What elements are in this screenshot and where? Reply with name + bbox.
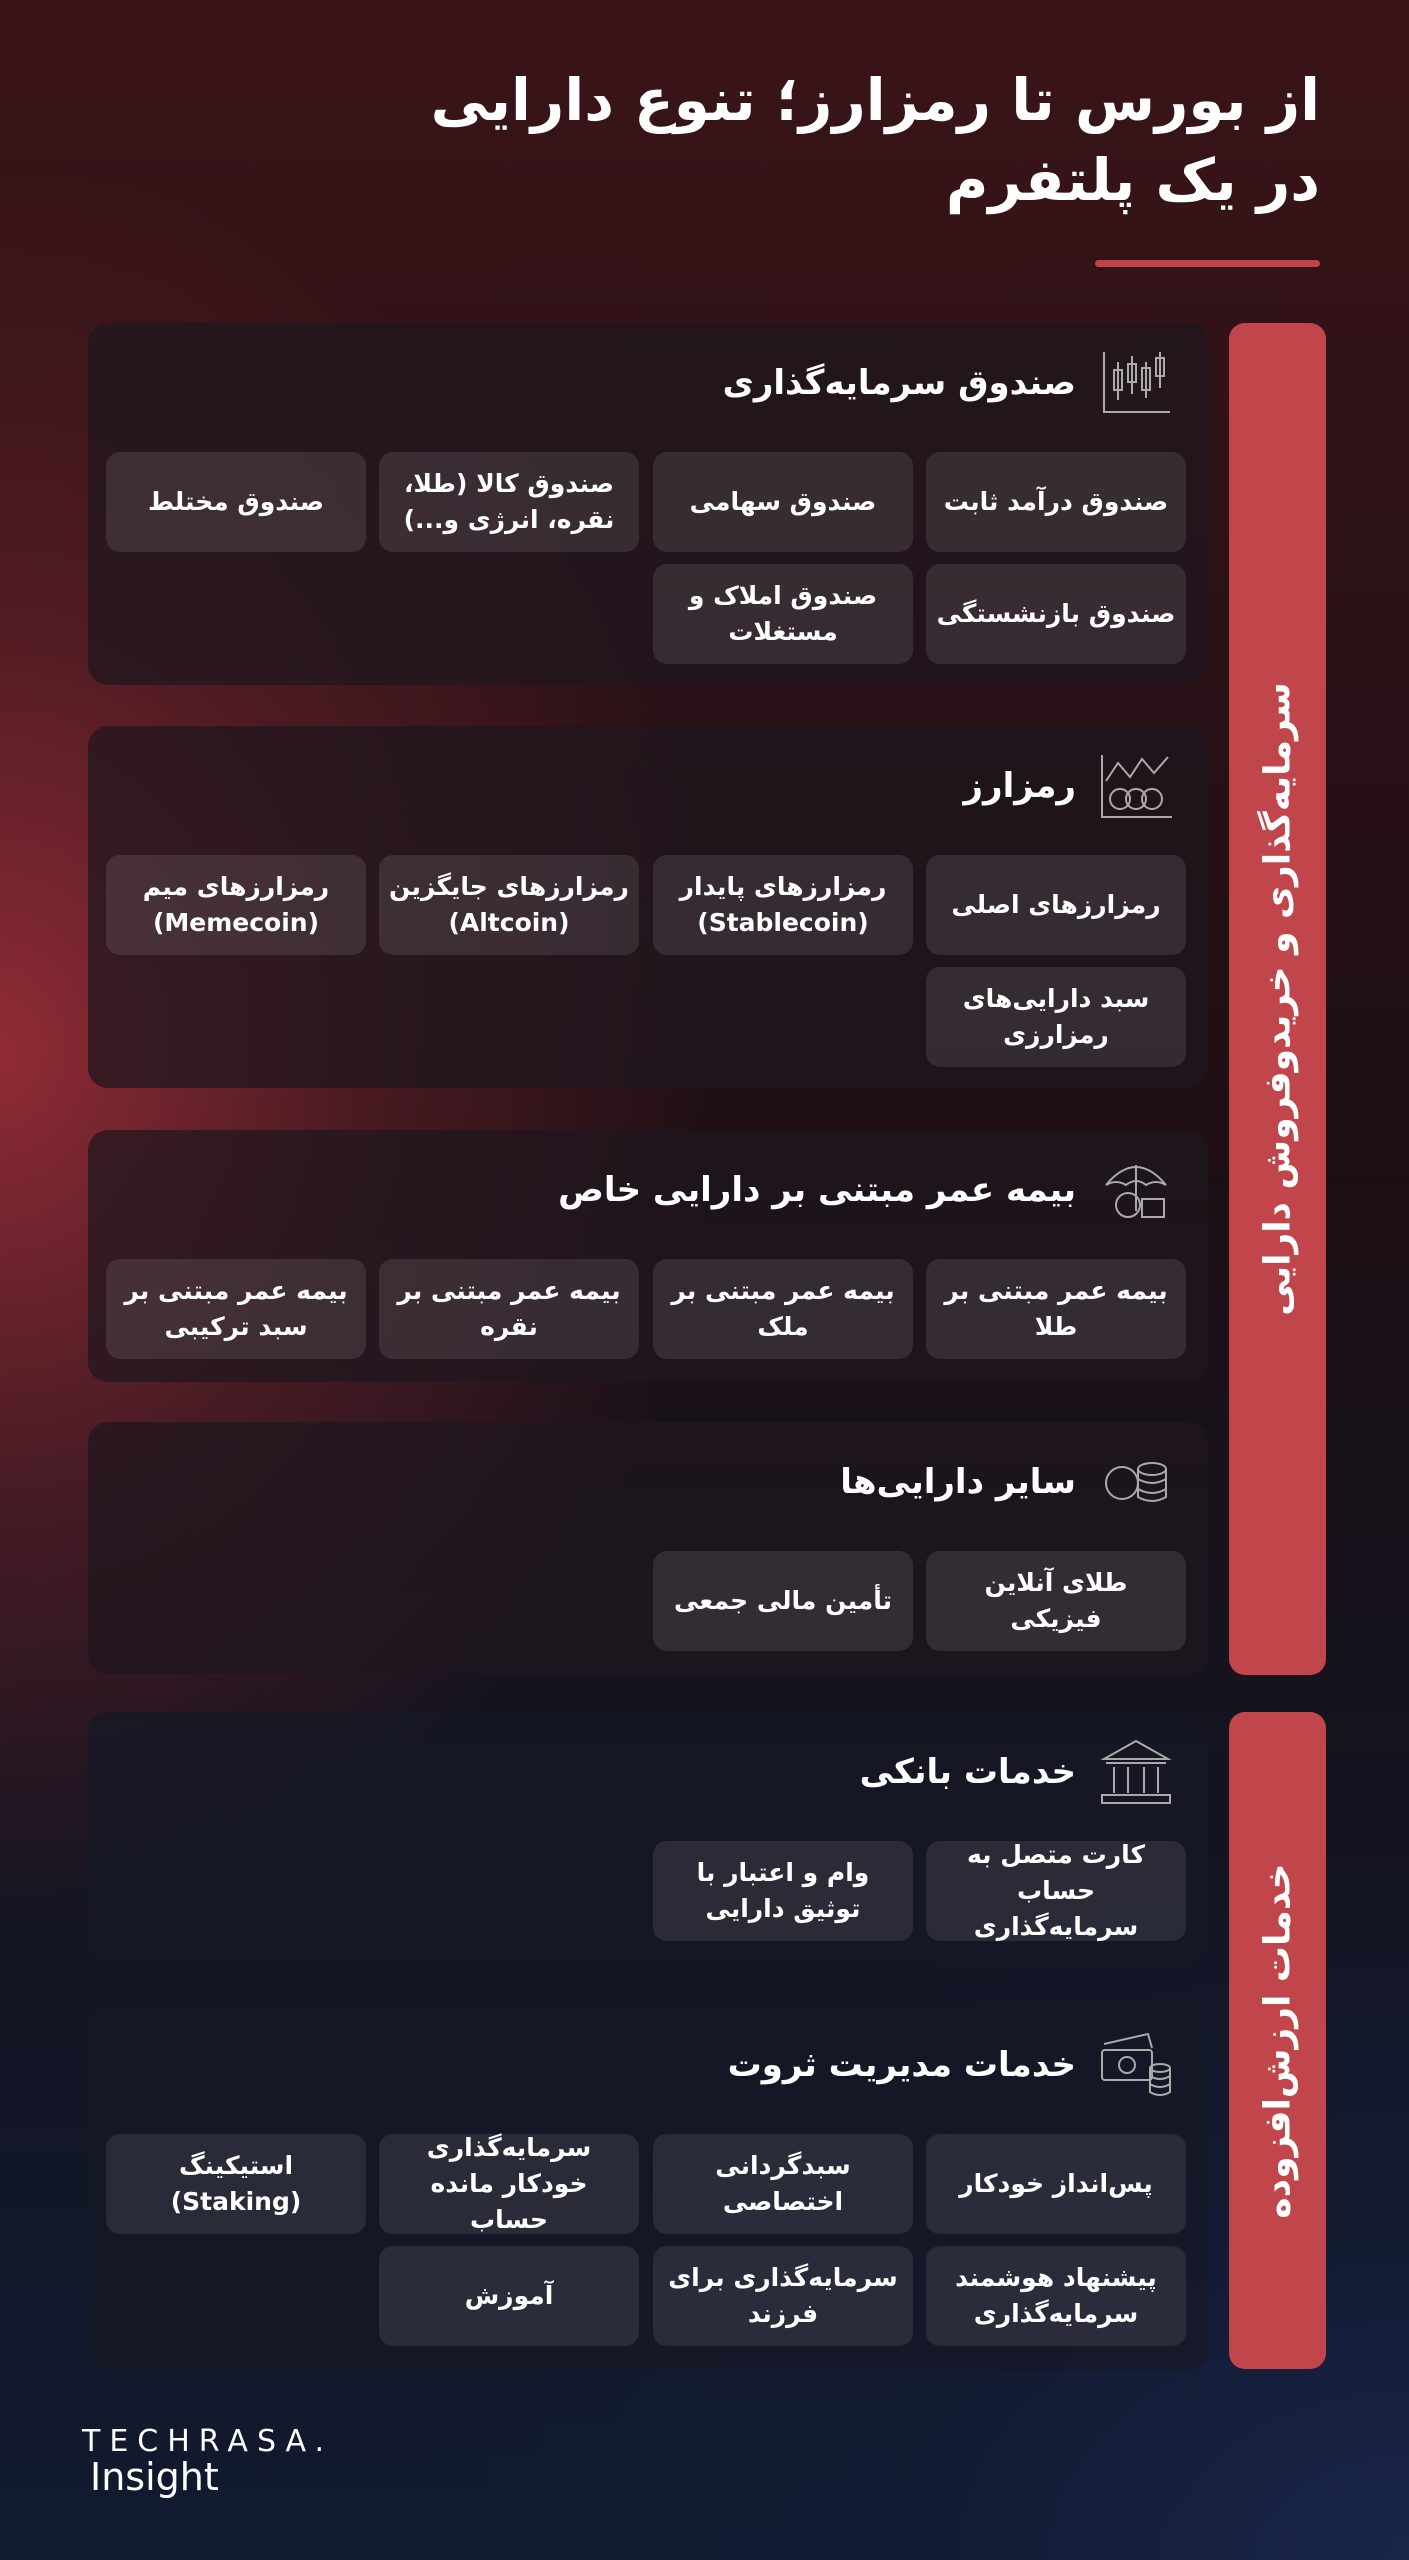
page-title bbox=[420, 60, 1320, 220]
list-item-wealth[interactable]: سرمایه‌گذاری برای فرزند bbox=[653, 2246, 913, 2346]
sidebar-value-added-label: خدمات ارزش‌افزوده bbox=[1257, 1862, 1298, 2219]
section-funds-header bbox=[723, 351, 1176, 415]
crypto-coins-icon bbox=[1096, 750, 1176, 822]
list-item-insurance[interactable]: بیمه عمر مبتنی بر سبد ترکیبی bbox=[106, 1259, 366, 1359]
list-item-fund[interactable]: صندوق سهامی bbox=[653, 452, 913, 552]
section-wealth-title: خدمات مدیریت ثروت bbox=[727, 2045, 1076, 2085]
list-item-crypto[interactable]: سبد دارایی‌های رمزارزی bbox=[926, 967, 1186, 1067]
list-item-fund[interactable]: صندوق املاک و مستغلات bbox=[653, 564, 913, 664]
umbrella-money-icon bbox=[1096, 1154, 1176, 1226]
section-other-title: سایر دارایی‌ها bbox=[840, 1462, 1076, 1502]
logo-sub-text: Insight bbox=[90, 2455, 219, 2499]
section-funds bbox=[88, 323, 1208, 685]
list-item-wealth[interactable]: سبدگردانی اختصاصی bbox=[653, 2134, 913, 2234]
sidebar-investment bbox=[1229, 323, 1326, 1675]
list-item-crypto[interactable]: رمزارزهای پایدار (Stablecoin) bbox=[653, 855, 913, 955]
list-item-insurance[interactable]: بیمه عمر مبتنی بر ملک bbox=[653, 1259, 913, 1359]
list-item-other[interactable]: تأمین مالی جمعی bbox=[653, 1551, 913, 1651]
list-item-wealth[interactable]: سرمایه‌گذاری خودکار مانده حساب bbox=[379, 2134, 639, 2234]
list-item-wealth[interactable]: پیشنهاد هوشمند سرمایه‌گذاری bbox=[926, 2246, 1186, 2346]
section-insurance-title: بیمه عمر مبتنی بر دارایی خاص bbox=[558, 1170, 1076, 1210]
list-item-crypto[interactable]: رمزارزهای میم (Memecoin) bbox=[106, 855, 366, 955]
list-item-fund[interactable]: صندوق کالا (طلا، نقره، انرژی و...) bbox=[379, 452, 639, 552]
list-item-insurance[interactable]: بیمه عمر مبتنی بر نقره bbox=[379, 1259, 639, 1359]
list-item-wealth[interactable]: پس‌انداز خودکار bbox=[926, 2134, 1186, 2234]
sidebar-investment-label: سرمایه‌گذاری و خریدوفروش دارایی bbox=[1257, 682, 1298, 1316]
section-wealth bbox=[88, 2005, 1208, 2370]
section-wealth-header bbox=[728, 2033, 1176, 2097]
list-item-banking[interactable]: کارت متصل به حساب سرمایه‌گذاری bbox=[926, 1841, 1186, 1941]
list-item-wealth[interactable]: آموزش bbox=[379, 2246, 639, 2346]
section-crypto-title: رمزارز bbox=[963, 766, 1076, 806]
title-line-2: در یک پلتفرم bbox=[945, 146, 1320, 214]
list-item-fund[interactable]: صندوق مختلط bbox=[106, 452, 366, 552]
section-other-assets bbox=[88, 1422, 1208, 1674]
title-line-1: از بورس تا رمزارز؛ تنوع دارایی bbox=[430, 66, 1320, 134]
list-item-wealth[interactable]: استیکینگ (Staking) bbox=[106, 2134, 366, 2234]
list-item-crypto[interactable]: رمزارزهای جایگزین (Altcoin) bbox=[379, 855, 639, 955]
title-underline bbox=[1095, 260, 1320, 267]
list-item-banking[interactable]: وام و اعتبار با توثیق دارایی bbox=[653, 1841, 913, 1941]
section-banking-title: خدمات بانکی bbox=[859, 1752, 1076, 1792]
section-insurance bbox=[88, 1130, 1208, 1382]
list-item-other[interactable]: طلای آنلاین فیزیکی bbox=[926, 1551, 1186, 1651]
cash-coins-icon bbox=[1096, 2029, 1176, 2101]
list-item-insurance[interactable]: بیمه عمر مبتنی بر طلا bbox=[926, 1259, 1186, 1359]
section-banking bbox=[88, 1712, 1208, 1964]
section-funds-title: صندوق سرمایه‌گذاری bbox=[722, 363, 1076, 403]
list-item-fund[interactable]: صندوق درآمد ثابت bbox=[926, 452, 1186, 552]
list-item-fund[interactable]: صندوق بازنشستگی bbox=[926, 564, 1186, 664]
candlestick-chart-icon bbox=[1096, 347, 1176, 419]
brand-logo bbox=[82, 2424, 333, 2499]
sidebar-value-added bbox=[1229, 1712, 1326, 2369]
section-crypto-header bbox=[963, 754, 1176, 818]
logo-brand-text: TECHRASA. bbox=[82, 2424, 334, 2459]
coin-stack-icon bbox=[1096, 1446, 1176, 1518]
section-banking-header bbox=[860, 1740, 1176, 1804]
section-insurance-header bbox=[558, 1158, 1176, 1222]
bank-icon bbox=[1096, 1736, 1176, 1808]
section-other-header bbox=[840, 1450, 1176, 1514]
section-crypto bbox=[88, 726, 1208, 1088]
list-item-crypto[interactable]: رمزارزهای اصلی bbox=[926, 855, 1186, 955]
